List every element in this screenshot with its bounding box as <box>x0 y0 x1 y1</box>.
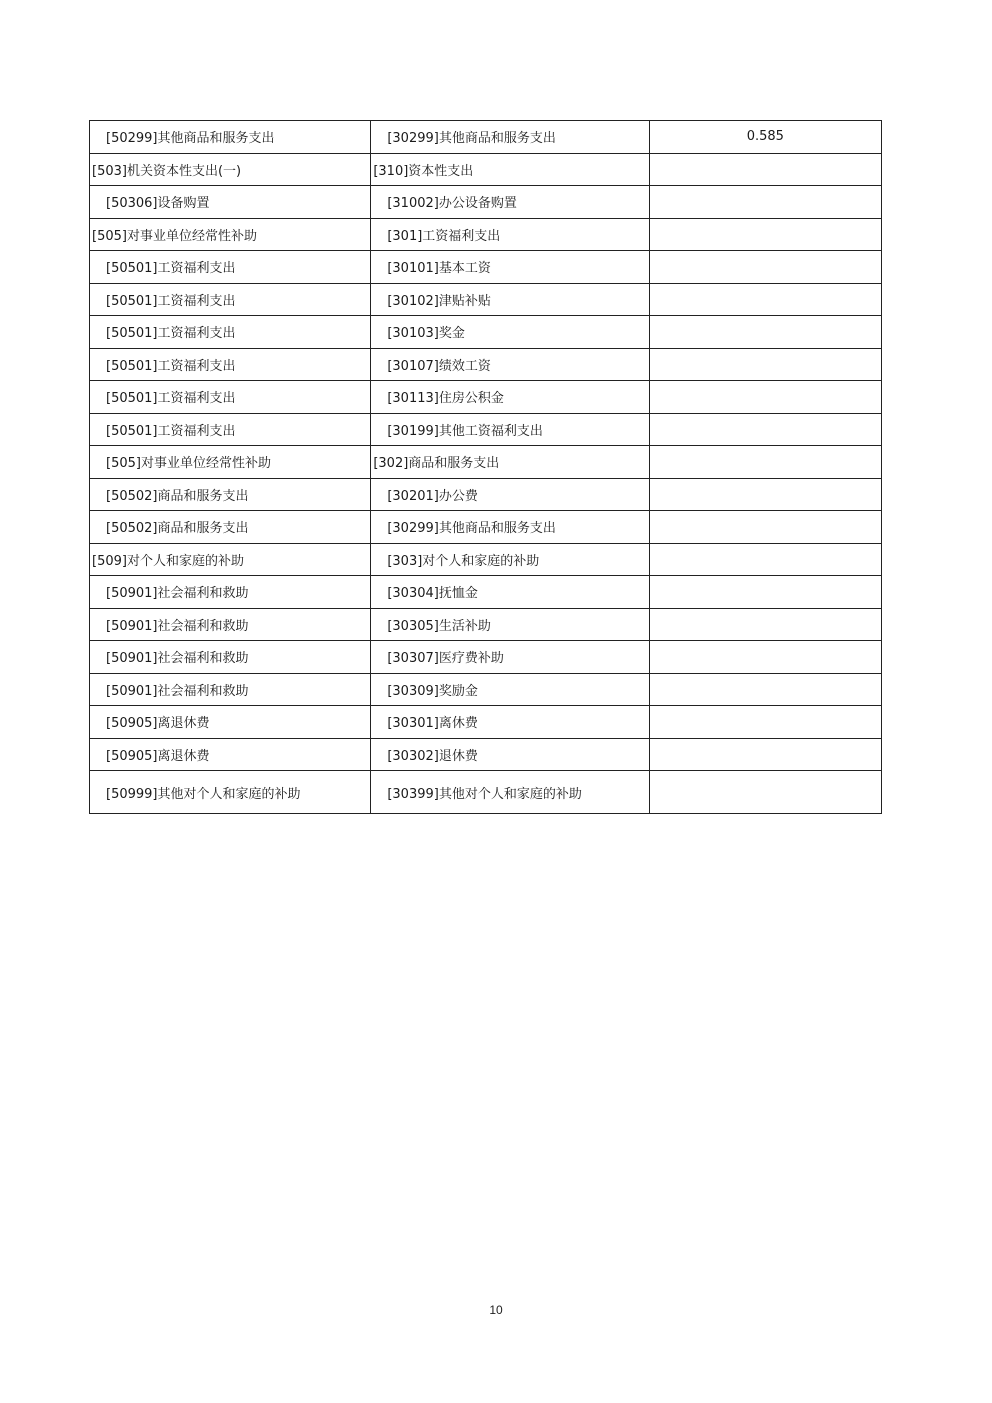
govt-cell: [30103]奖金 <box>371 316 649 349</box>
govt-cell: [30199]其他工资福利支出 <box>371 413 649 446</box>
table-row <box>90 218 882 251</box>
amount-cell <box>649 641 881 674</box>
amount-cell <box>649 446 881 479</box>
table-row <box>90 511 882 544</box>
econ-cell: [509]对个人和家庭的补助 <box>90 543 371 576</box>
amount-cell <box>649 283 881 316</box>
govt-cell: [30304]抚恤金 <box>371 576 649 609</box>
govt-cell: [30101]基本工资 <box>371 251 649 284</box>
table-row <box>90 673 882 706</box>
econ-cell: [505]对事业单位经常性补助 <box>90 218 371 251</box>
amount-cell <box>649 316 881 349</box>
govt-cell: [30399]其他对个人和家庭的补助 <box>371 771 649 814</box>
govt-cell: [30201]办公费 <box>371 478 649 511</box>
econ-cell: [50501]工资福利支出 <box>90 251 371 284</box>
econ-cell: [50501]工资福利支出 <box>90 316 371 349</box>
govt-cell: [302]商品和服务支出 <box>371 446 649 479</box>
amount-cell <box>649 381 881 414</box>
econ-cell: [50999]其他对个人和家庭的补助 <box>90 771 371 814</box>
econ-cell: [50901]社会福利和救助 <box>90 673 371 706</box>
amount-cell <box>649 251 881 284</box>
table-row <box>90 153 882 186</box>
amount-cell <box>649 153 881 186</box>
govt-cell: [30299]其他商品和服务支出 <box>371 511 649 544</box>
govt-cell: [30102]津贴补贴 <box>371 283 649 316</box>
table-row <box>90 543 882 576</box>
table-row <box>90 186 882 219</box>
govt-cell: [303]对个人和家庭的补助 <box>371 543 649 576</box>
econ-cell: [50905]离退休费 <box>90 706 371 739</box>
econ-cell: [50501]工资福利支出 <box>90 381 371 414</box>
econ-cell: [505]对事业单位经常性补助 <box>90 446 371 479</box>
amount-cell <box>649 706 881 739</box>
amount-cell <box>649 673 881 706</box>
amount-cell <box>649 348 881 381</box>
econ-cell: [50502]商品和服务支出 <box>90 478 371 511</box>
econ-cell: [50901]社会福利和救助 <box>90 576 371 609</box>
econ-cell: [50502]商品和服务支出 <box>90 511 371 544</box>
govt-cell: [301]工资福利支出 <box>371 218 649 251</box>
table-row <box>90 316 882 349</box>
econ-cell: [50901]社会福利和救助 <box>90 641 371 674</box>
govt-cell: [31002]办公设备购置 <box>371 186 649 219</box>
table-row <box>90 641 882 674</box>
table-row <box>90 283 882 316</box>
table-row <box>90 608 882 641</box>
amount-cell <box>649 218 881 251</box>
table-row <box>90 738 882 771</box>
table-row <box>90 478 882 511</box>
govt-cell: [310]资本性支出 <box>371 153 649 186</box>
econ-cell: [50501]工资福利支出 <box>90 413 371 446</box>
amount-cell <box>649 608 881 641</box>
govt-cell: [30113]住房公积金 <box>371 381 649 414</box>
econ-cell: [50306]设备购置 <box>90 186 371 219</box>
govt-cell: [30301]离休费 <box>371 706 649 739</box>
amount-cell <box>649 738 881 771</box>
govt-cell: [30302]退休费 <box>371 738 649 771</box>
budget-table <box>89 120 882 814</box>
amount-cell <box>649 478 881 511</box>
table-row <box>90 576 882 609</box>
table-body <box>90 121 882 814</box>
amount-cell <box>649 511 881 544</box>
table-row <box>90 706 882 739</box>
econ-cell: [503]机关资本性支出(一) <box>90 153 371 186</box>
amount-cell <box>649 576 881 609</box>
amount-cell <box>649 413 881 446</box>
table-row <box>90 413 882 446</box>
govt-cell: [30107]绩效工资 <box>371 348 649 381</box>
govt-cell: [30305]生活补助 <box>371 608 649 641</box>
econ-cell: [50905]离退休费 <box>90 738 371 771</box>
table-row <box>90 771 882 814</box>
amount-cell: 0.585 <box>649 121 881 154</box>
amount-cell <box>649 543 881 576</box>
econ-cell: [50299]其他商品和服务支出 <box>90 121 371 154</box>
table-row <box>90 381 882 414</box>
amount-cell <box>649 186 881 219</box>
govt-cell: [30309]奖励金 <box>371 673 649 706</box>
govt-cell: [30307]医疗费补助 <box>371 641 649 674</box>
table-row <box>90 446 882 479</box>
amount-cell <box>649 771 881 814</box>
table-row <box>90 121 882 154</box>
table-row <box>90 348 882 381</box>
econ-cell: [50501]工资福利支出 <box>90 283 371 316</box>
page-number: 10 <box>489 1303 503 1317</box>
econ-cell: [50501]工资福利支出 <box>90 348 371 381</box>
table-row <box>90 251 882 284</box>
govt-cell: [30299]其他商品和服务支出 <box>371 121 649 154</box>
econ-cell: [50901]社会福利和救助 <box>90 608 371 641</box>
